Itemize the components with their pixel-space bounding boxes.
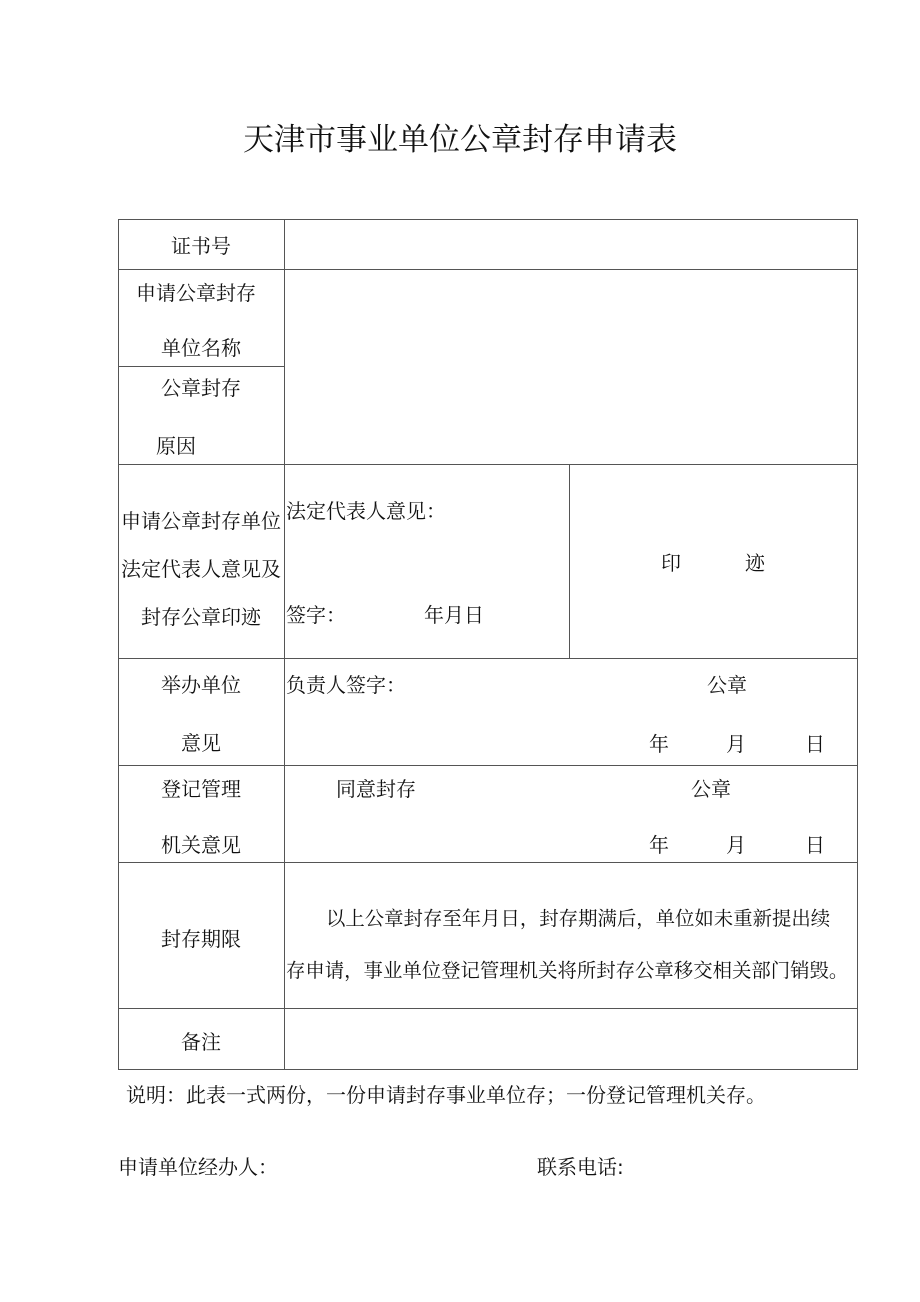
seal-char-2: 迹 [745,551,765,575]
cert-no-field[interactable] [286,221,856,268]
reason-label-line2: 原因 [156,434,196,458]
unit-name-label-line2: 单位名称 [161,336,241,360]
legal-rep-label-line2: 法定代表人意见及 [121,557,281,581]
form-note: 说明：此表一式两份，一份申请封存事业单位存；一份登记管理机关存。 [126,1083,766,1107]
row-divider-5 [118,765,858,766]
legal-rep-label-line1: 申请公章封存单位 [121,509,281,533]
period-text-line1: 以上公章封存至年月日，封存期满后，单位如未重新提出续 [326,907,831,930]
legal-rep-date-label: 年月日 [424,603,484,627]
sponsor-label-line1: 举办单位 [161,673,241,697]
form-title: 天津市事业单位公章封存申请表 [243,122,677,158]
sponsor-sign-label: 负责人签字： [286,673,406,697]
phone-label: 联系电话: [537,1155,624,1179]
unit-name-reason-field[interactable] [286,271,856,463]
registry-label-line1: 登记管理 [161,777,241,801]
table-border-right [857,219,858,1070]
table-border-top [118,219,858,220]
registry-label-line2: 机关意见 [161,833,241,857]
seal-cell-divider [569,464,570,659]
handler-label: 申请单位经办人： [118,1155,278,1179]
sponsor-month-label: 月 [726,732,746,756]
row-divider-6 [118,862,858,863]
application-form-table [118,219,858,1070]
table-border-bottom [118,1069,858,1070]
legal-rep-opinion-label: 法定代表人意见： [286,499,446,523]
remarks-field[interactable] [286,1010,856,1068]
sponsor-label-line2: 意见 [181,731,221,755]
reason-label-line1: 公章封存 [161,376,241,400]
cert-no-label: 证书号 [171,234,231,258]
unit-name-label-line1: 申请公章封存 [136,281,256,305]
registry-year-label: 年 [649,833,669,857]
row-divider-4 [118,658,858,659]
sponsor-seal-label: 公章 [707,673,747,697]
sponsor-year-label: 年 [649,732,669,756]
legal-rep-sign-label: 签字： [286,603,346,627]
legal-rep-label-line3: 封存公章印迹 [141,605,261,629]
label-column-divider [284,219,285,1070]
row-divider-3 [118,464,858,465]
period-label: 封存期限 [161,927,241,951]
row-divider-2 [118,366,285,367]
registry-day-label: 日 [805,833,825,857]
row-divider-7 [118,1008,858,1009]
row-divider-1 [118,269,858,270]
seal-char-1: 印 [661,551,681,575]
period-text-line2: 存申请，事业单位登记管理机关将所封存公章移交相关部门销毁。 [286,959,849,982]
sponsor-day-label: 日 [805,732,825,756]
remarks-label: 备注 [181,1030,221,1054]
registry-seal-label: 公章 [691,777,731,801]
registry-month-label: 月 [726,833,746,857]
registry-agree-text: 同意封存 [336,777,416,801]
